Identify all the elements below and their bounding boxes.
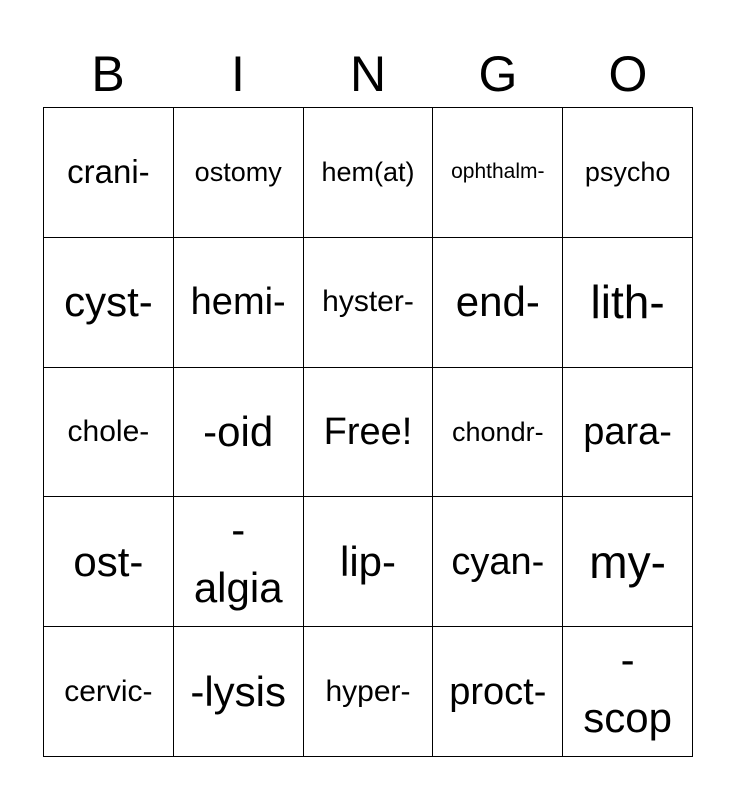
bingo-cell[interactable] [304,238,434,368]
cell-term: ost- [73,537,144,585]
header-letter-n: N [349,46,387,102]
cell-term: cervic- [64,674,153,708]
header-letter-i: I [231,46,245,102]
cell-term: lip- [339,537,396,585]
cell-term: ophthalm- [451,160,545,184]
cell-term: my- [589,535,666,588]
bingo-cell[interactable] [304,108,434,238]
cell-term: lith- [590,276,665,329]
bingo-cell[interactable] [44,627,174,757]
cell-term: psycho [584,157,671,188]
cell-term: proct- [449,670,547,713]
bingo-cell[interactable] [174,238,304,368]
bingo-cell[interactable] [44,238,174,368]
cell-term: hyster- [322,285,414,319]
cell-term: hem(at) [321,157,415,188]
bingo-cell[interactable] [563,368,693,498]
bingo-header [43,42,693,106]
bingo-board [43,107,693,757]
bingo-cell[interactable] [304,497,434,627]
cell-term: - algia [193,505,283,611]
cell-term: -oid [203,407,274,455]
cell-term: - scop [583,635,672,741]
cell-term: end- [455,278,540,326]
bingo-cell[interactable] [174,627,304,757]
cell-term: chole- [67,414,150,448]
bingo-cell[interactable] [433,108,563,238]
cell-term: hemi- [190,281,286,324]
cell-term: cyst- [64,278,153,326]
bingo-cell[interactable] [433,497,563,627]
cell-term: para- [583,410,672,453]
bingo-cell[interactable] [563,108,693,238]
cell-term: chondr- [452,416,544,447]
cell-term: hyper- [325,674,411,708]
bingo-cell[interactable] [433,627,563,757]
bingo-cell[interactable] [433,368,563,498]
bingo-cell[interactable] [304,627,434,757]
cell-term: crani- [67,153,150,191]
header-letter-o: O [608,46,648,102]
bingo-cell[interactable] [174,497,304,627]
bingo-cell[interactable] [44,497,174,627]
free-space-cell[interactable] [304,368,434,498]
free-space-label: Free! [323,410,413,453]
cell-term: cyan- [451,540,545,583]
cell-term: -lysis [190,667,287,715]
bingo-cell[interactable] [174,368,304,498]
cell-term: ostomy [194,157,282,188]
bingo-cell[interactable] [44,368,174,498]
bingo-cell[interactable] [563,238,693,368]
bingo-cell[interactable] [563,497,693,627]
bingo-cell[interactable] [174,108,304,238]
header-letter-b: B [91,46,125,102]
bingo-cell[interactable] [44,108,174,238]
bingo-cell[interactable] [433,238,563,368]
header-letter-g: G [478,46,518,102]
bingo-cell[interactable] [563,627,693,757]
